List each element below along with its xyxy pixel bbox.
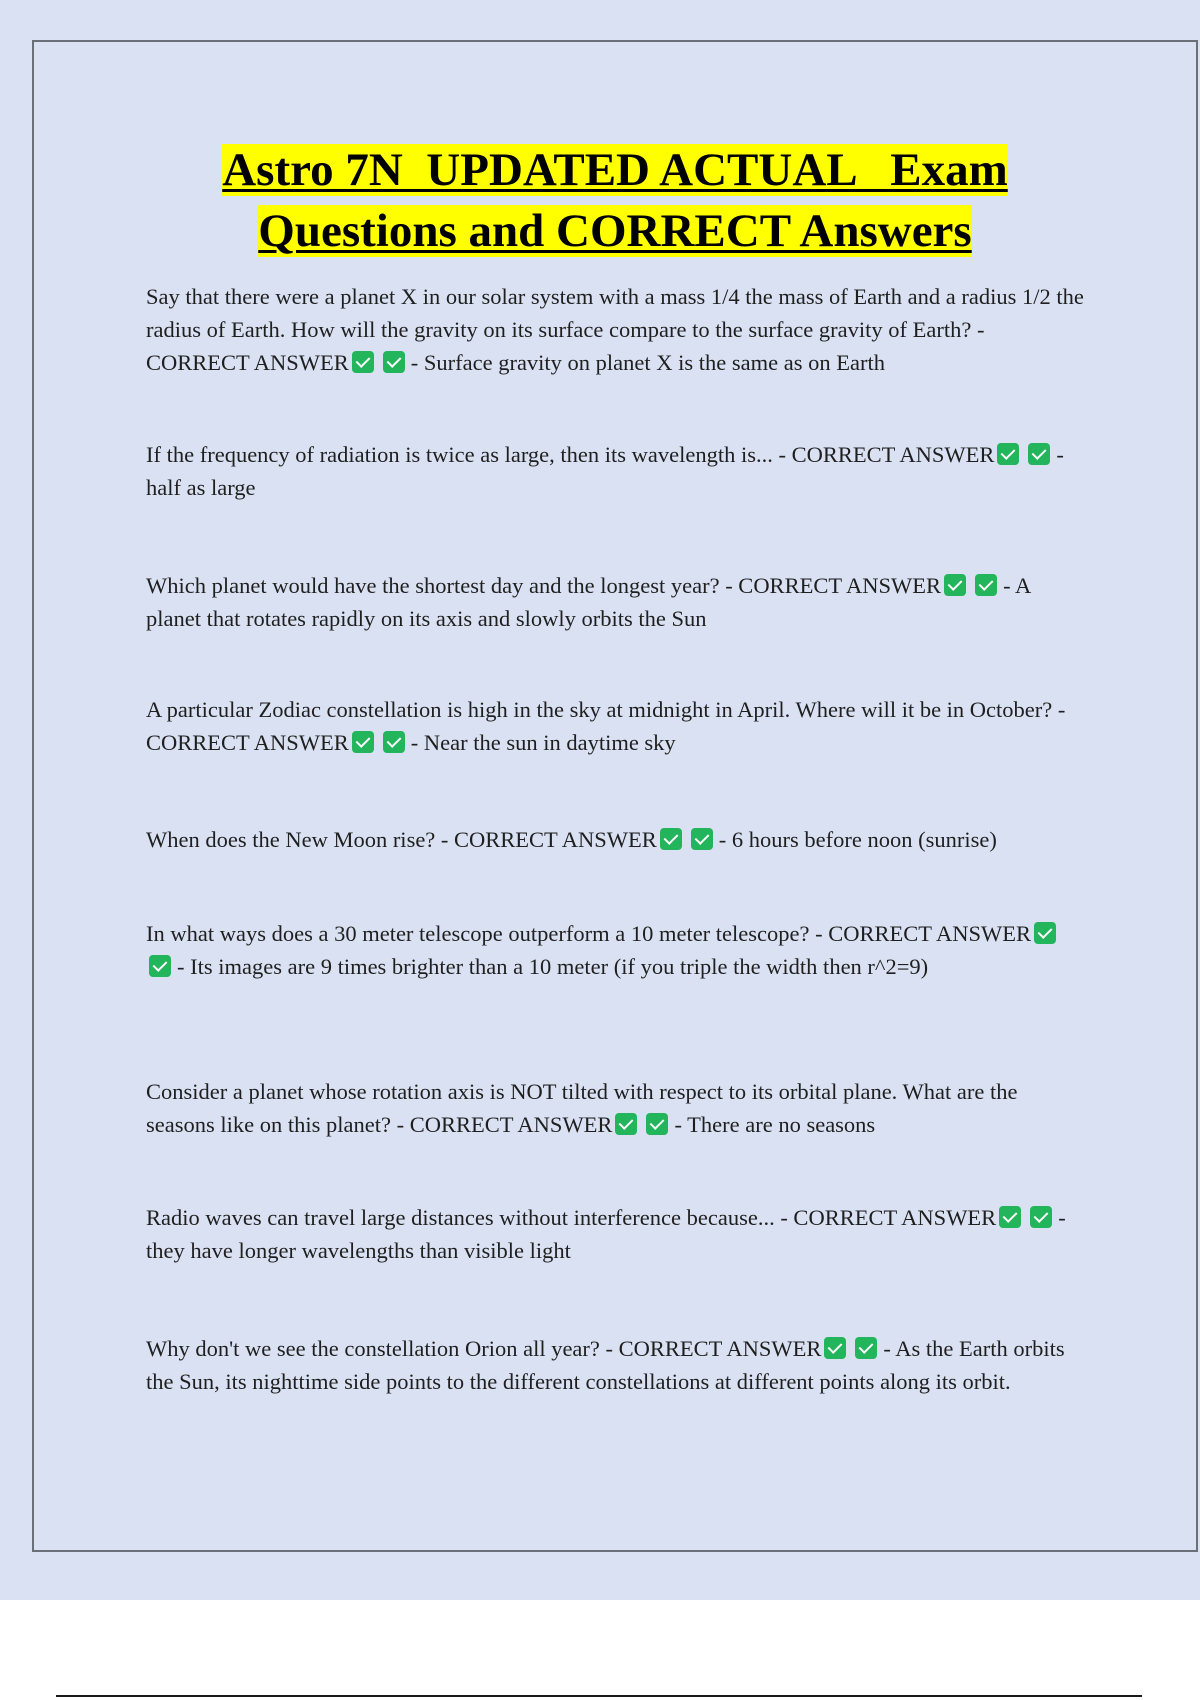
green-checkbox-icon [383, 731, 405, 753]
answer-text: - As the Earth orbits the Sun, its nighttime side points to the different constellations at different points along its orbit. [146, 1336, 1065, 1394]
qa-item [146, 438, 1086, 504]
answer-text: - Its images are 9 times brighter than a 10 meter (if you triple the width then r^2=9) [177, 954, 929, 979]
green-checkbox-icon [944, 574, 966, 596]
answer-text: - Surface gravity on planet X is the same as on Earth [410, 350, 885, 375]
answer-text: - There are no seasons [674, 1112, 876, 1137]
question-text: Radio waves can travel large distances without interference because... - CORRECT ANSWER [146, 1205, 997, 1230]
green-checkbox-icon [1030, 1206, 1052, 1228]
question-text: In what ways does a 30 meter telescope outperform a 10 meter telescope? - CORRECT ANSWER [146, 921, 1031, 946]
question-text: If the frequency of radiation is twice as large, then its wavelength is... - CORRECT ANSWER [146, 442, 995, 467]
answer-text: - half as large [146, 442, 1064, 500]
green-checkbox-icon [975, 574, 997, 596]
qa-item [146, 280, 1086, 379]
green-checkbox-icon [997, 443, 1019, 465]
question-text: A particular Zodiac constellation is high in the sky at midnight in April. Where will it be in October? - CORRECT ANSWER [146, 697, 1066, 755]
answer-text: - A planet that rotates rapidly on its axis and slowly orbits the Sun [146, 573, 1030, 631]
green-checkbox-icon [1034, 922, 1056, 944]
answer-text: - they have longer wavelengths than visible light [146, 1205, 1066, 1263]
question-text: Consider a planet whose rotation axis is NOT tilted with respect to its orbital plane. What are the seasons like on this planet? - CORRECT ANSWER [146, 1079, 1018, 1137]
question-text: Say that there were a planet X in our solar system with a mass 1/4 the mass of Earth and a radius 1/2 the radius of Earth. How will the gravity on its surface compare to the surface gravity of Earth? - CORRECT ANSWER [146, 284, 1084, 375]
footer-rule [56, 1695, 1142, 1697]
green-checkbox-icon [646, 1113, 668, 1135]
green-checkbox-icon [1028, 443, 1050, 465]
qa-item [146, 1201, 1086, 1267]
question-text: Why don't we see the constellation Orion all year? - CORRECT ANSWER [146, 1336, 822, 1361]
qa-item [146, 569, 1086, 635]
qa-item [146, 1332, 1086, 1398]
green-checkbox-icon [999, 1206, 1021, 1228]
answer-text: - Near the sun in daytime sky [410, 730, 676, 755]
document-title [32, 140, 1198, 262]
page-border-frame [32, 40, 1198, 1552]
green-checkbox-icon [352, 731, 374, 753]
green-checkbox-icon [383, 351, 405, 373]
green-checkbox-icon [660, 828, 682, 850]
answer-text: - 6 hours before noon (sunrise) [718, 827, 997, 852]
green-checkbox-icon [855, 1337, 877, 1359]
question-text: Which planet would have the shortest day and the longest year? - CORRECT ANSWER [146, 573, 942, 598]
qa-item [146, 823, 1086, 856]
question-text: When does the New Moon rise? - CORRECT ANSWER [146, 827, 657, 852]
green-checkbox-icon [824, 1337, 846, 1359]
qa-item [146, 917, 1086, 983]
green-checkbox-icon [615, 1113, 637, 1135]
green-checkbox-icon [691, 828, 713, 850]
title-line-2: Questions and CORRECT Answers [258, 205, 972, 257]
green-checkbox-icon [149, 955, 171, 977]
qa-item [146, 1075, 1086, 1141]
qa-item [146, 693, 1086, 759]
title-line-1: Astro 7N UPDATED ACTUAL Exam [222, 144, 1008, 196]
green-checkbox-icon [352, 351, 374, 373]
